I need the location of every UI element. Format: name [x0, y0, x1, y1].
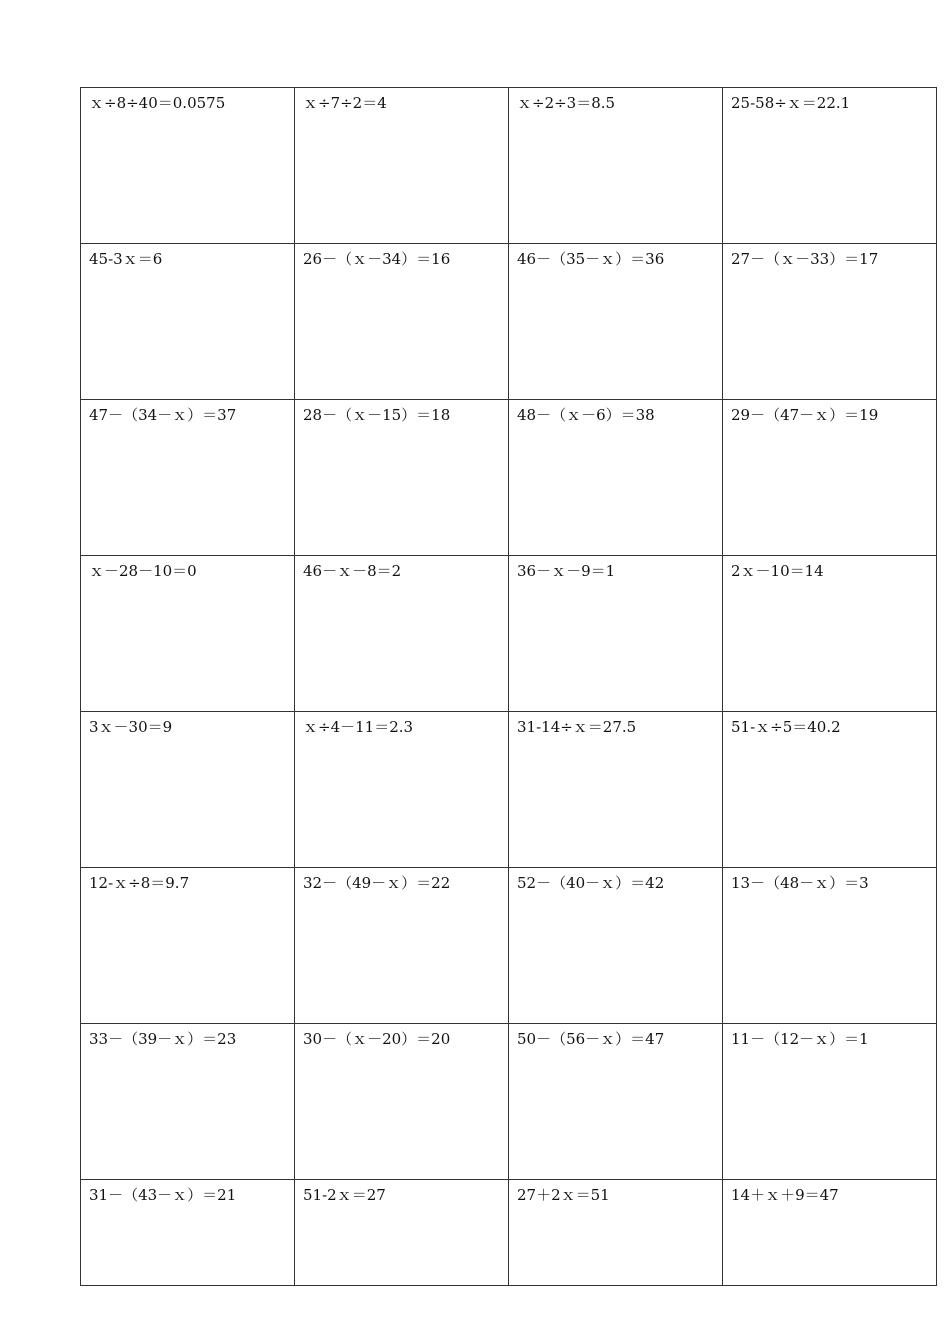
equation-cell: 48－（ｘ－6）＝38	[509, 400, 723, 556]
equation-cell: 50－（56－ｘ）＝47	[509, 1024, 723, 1180]
worksheet-row	[81, 1180, 937, 1286]
worksheet-row	[81, 400, 937, 556]
equation-cell: 36－ｘ－9＝1	[509, 556, 723, 712]
equation-cell: 32－（49－ｘ）＝22	[295, 868, 509, 1024]
equation-cell: 26－（ｘ－34）＝16	[295, 244, 509, 400]
equation-cell: 28－（ｘ－15）＝18	[295, 400, 509, 556]
equation-cell: ｘ－28－10＝0	[81, 556, 295, 712]
equation-cell: 3ｘ－30＝9	[81, 712, 295, 868]
worksheet-row	[81, 244, 937, 400]
equation-cell: 29－（47－ｘ）＝19	[723, 400, 937, 556]
equation-cell: ｘ÷4－11＝2.3	[295, 712, 509, 868]
worksheet-row	[81, 556, 937, 712]
worksheet-row	[81, 868, 937, 1024]
equation-cell: ｘ÷7÷2＝4	[295, 88, 509, 244]
equation-cell: 27－（ｘ－33）＝17	[723, 244, 937, 400]
equation-cell: 2ｘ－10＝14	[723, 556, 937, 712]
equation-cell: 52－（40－ｘ）＝42	[509, 868, 723, 1024]
equation-cell: 14＋ｘ＋9＝47	[723, 1180, 937, 1286]
worksheet-row	[81, 1024, 937, 1180]
equation-cell: 12-ｘ÷8＝9.7	[81, 868, 295, 1024]
equation-worksheet-table	[80, 87, 937, 1286]
equation-cell: ｘ÷2÷3＝8.5	[509, 88, 723, 244]
equation-cell: 51-ｘ÷5＝40.2	[723, 712, 937, 868]
equation-cell: 13－（48－ｘ）＝3	[723, 868, 937, 1024]
worksheet-row	[81, 712, 937, 868]
worksheet-row	[81, 88, 937, 244]
equation-cell: 27＋2ｘ＝51	[509, 1180, 723, 1286]
equation-cell: 25-58÷ｘ＝22.1	[723, 88, 937, 244]
equation-cell: 47－（34－ｘ）＝37	[81, 400, 295, 556]
equation-cell: 11－（12－ｘ）＝1	[723, 1024, 937, 1180]
equation-cell: 46－ｘ－8＝2	[295, 556, 509, 712]
equation-cell: 33－（39－ｘ）＝23	[81, 1024, 295, 1180]
equation-cell: 30－（ｘ－20）＝20	[295, 1024, 509, 1180]
equation-cell: ｘ÷8÷40＝0.0575	[81, 88, 295, 244]
equation-cell: 45-3ｘ＝6	[81, 244, 295, 400]
equation-cell: 51-2ｘ＝27	[295, 1180, 509, 1286]
equation-cell: 46－（35－ｘ）＝36	[509, 244, 723, 400]
equation-cell: 31-14÷ｘ＝27.5	[509, 712, 723, 868]
equation-cell: 31－（43－ｘ）＝21	[81, 1180, 295, 1286]
